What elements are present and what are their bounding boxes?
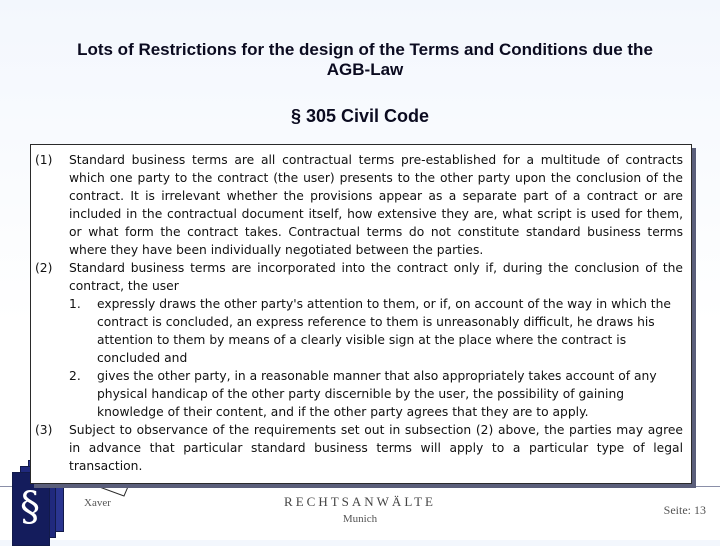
footer-city: Munich: [342, 513, 378, 525]
item-number: 2.: [69, 369, 81, 383]
subsection-text: Subject to observance of the requirements set out in subsection (2) above, the parties may agree in advance that particular standard business terms will apply to a particular type of legal transaction.: [69, 423, 683, 473]
subsection-intro: Standard business terms are incorporated into the contract only if, during the conclusion of the contract, the user: [69, 261, 683, 293]
item-text: expressly draws the other party's attention to them, or if, on account of the way in which the contract is concluded, an express reference to them is unreasonably difficult, he draws his attention to them by means of a clearly visible sign at the place where the contract is concluded and: [97, 297, 671, 365]
slide-title: Lots of Restrictions for the design of the Terms and Conditions due the AGB-Law: [77, 40, 653, 79]
footer-left-text: Xaver: [84, 497, 111, 509]
subsection-number: (3): [35, 423, 53, 437]
footer-firm-name: RECHTSANWÄLTE: [284, 494, 436, 509]
item-text: gives the other party, in a reasonable manner that also appropriately takes account of any physical handicap of the other party discernible by the user, the possibility of gaining knowledge of their content, and if the other party agrees that they are to apply.: [97, 369, 657, 419]
subsection-number: (1): [35, 153, 53, 167]
page-number: Seite: 13: [663, 503, 706, 517]
item-number: 1.: [69, 297, 81, 311]
subsection-number: (2): [35, 261, 53, 275]
subsection-text: Standard business terms are all contractual terms pre-established for a multitude of contracts which one party to the contract (the user) presents to the other party upon the conclusion of the contract. It is irrelevant whether the provisions appear as a separate part of a contract or are included in the contractual document itself, how extensive they are, what script is used for them, or what form the contract takes. Contractual terms do not constitute standard business terms where they have been individually negotiated between the parties.: [69, 153, 683, 257]
legal-text-callout: [30, 144, 692, 484]
slide-subtitle: § 305 Civil Code: [290, 106, 430, 126]
paragraph-icon: §: [20, 484, 40, 530]
